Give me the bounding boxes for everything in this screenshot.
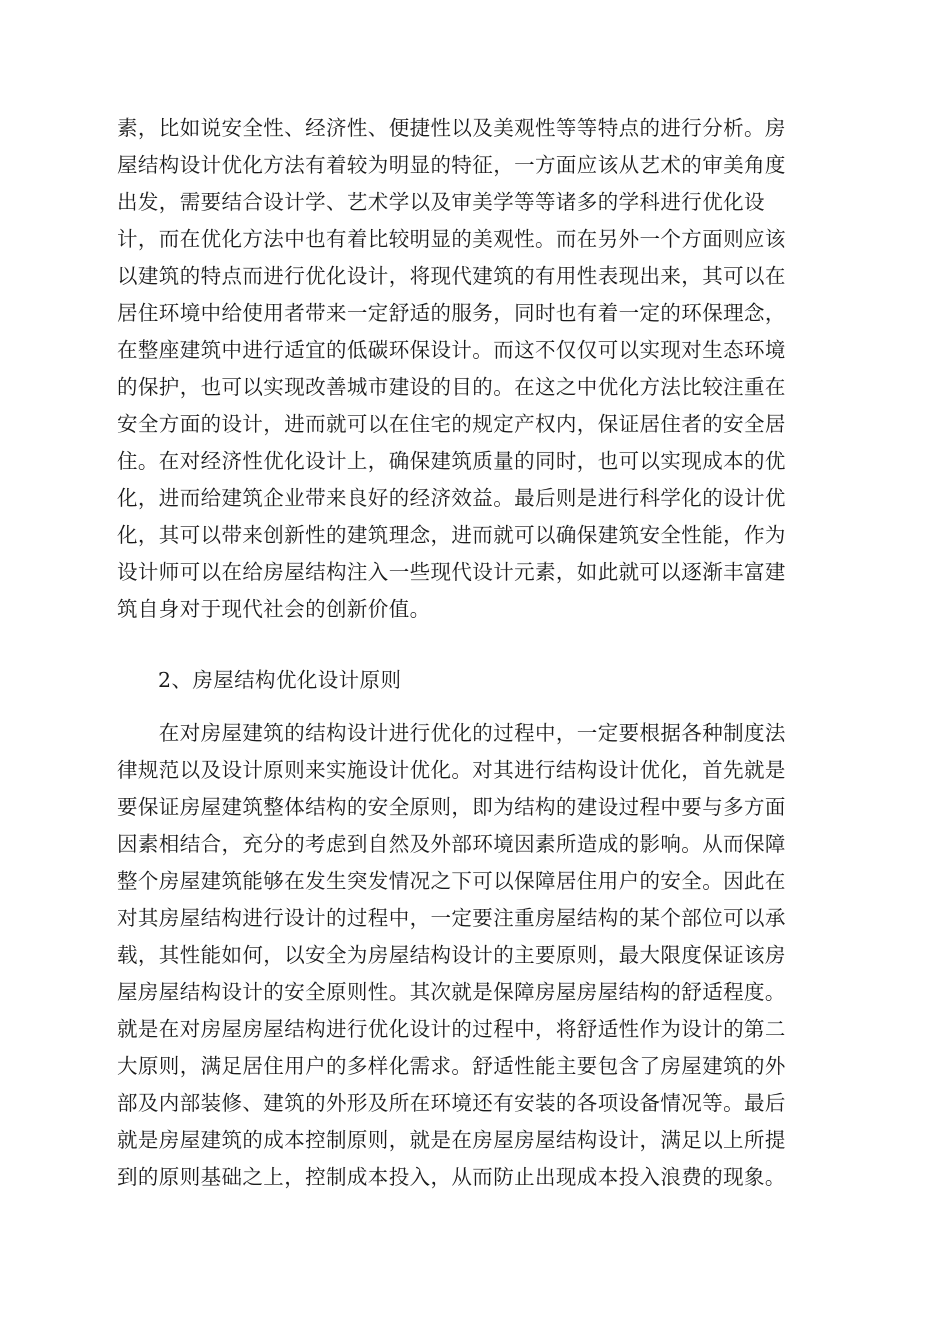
paragraph-line: 出发，需要结合设计学、艺术学以及审美学等等诸多的学科进行优化设 [117, 190, 765, 214]
paragraph-1 [117, 110, 832, 628]
paragraph-line: 就是房屋建筑的成本控制原则，就是在房屋房屋结构设计，满足以上所提 [117, 1128, 786, 1152]
paragraph-line: 的保护，也可以实现改善城市建设的目的。在这之中优化方法比较注重在 [117, 375, 786, 399]
paragraph-line: 律规范以及设计原则来实施设计优化。对其进行结构设计优化，首先就是 [117, 758, 786, 782]
paragraph-line: 在对房屋建筑的结构设计进行优化的过程中，一定要根据各种制度法 [117, 721, 786, 745]
section-heading-text: 2、房屋结构优化设计原则 [158, 668, 402, 692]
paragraph-line: 大原则，满足居住用户的多样化需求。舒适性能主要包含了房屋建筑的外 [117, 1054, 786, 1078]
paragraph-line: 化，进而给建筑企业带来良好的经济效益。最后则是进行科学化的设计优 [117, 486, 786, 510]
paragraph-line: 载，其性能如何，以安全为房屋结构设计的主要原则，最大限度保证该房 [117, 943, 786, 967]
paragraph-line: 部及内部装修、建筑的外形及所在环境还有安装的各项设备情况等。最后 [117, 1091, 786, 1115]
section-heading [158, 662, 873, 699]
paragraph-line: 屋房屋结构设计的安全原则性。其次就是保障房屋房屋结构的舒适程度。 [117, 980, 786, 1004]
paragraph-line: 筑自身对于现代社会的创新价值。 [117, 597, 431, 621]
paragraph-line: 屋结构设计优化方法有着较为明显的特征，一方面应该从艺术的审美角度 [117, 153, 786, 177]
paragraph-line: 设计师可以在给房屋结构注入一些现代设计元素，如此就可以逐渐丰富建 [117, 560, 786, 584]
paragraph-line: 要保证房屋建筑整体结构的安全原则，即为结构的建设过程中要与多方面 [117, 795, 786, 819]
paragraph-2 [117, 715, 832, 1196]
paragraph-line: 化，其可以带来创新性的建筑理念，进而就可以确保建筑安全性能，作为 [117, 523, 786, 547]
paragraph-line: 到的原则基础之上，控制成本投入，从而防止出现成本投入浪费的现象。 [117, 1165, 786, 1189]
paragraph-line: 以建筑的特点而进行优化设计，将现代建筑的有用性表现出来，其可以在 [117, 264, 786, 288]
paragraph-line: 计，而在优化方法中也有着比较明显的美观性。而在另外一个方面则应该 [117, 227, 786, 251]
paragraph-line: 在整座建筑中进行适宜的低碳环保设计。而这不仅仅可以实现对生态环境 [117, 338, 786, 362]
paragraph-line: 住。在对经济性优化设计上，确保建筑质量的同时，也可以实现成本的优 [117, 449, 786, 473]
paragraph-line: 安全方面的设计，进而就可以在住宅的规定产权内，保证居住者的安全居 [117, 412, 786, 436]
paragraph-line: 居住环境中给使用者带来一定舒适的服务，同时也有着一定的环保理念， [117, 301, 786, 325]
paragraph-line: 就是在对房屋房屋结构进行优化设计的过程中，将舒适性作为设计的第二 [117, 1017, 786, 1041]
paragraph-line: 素，比如说安全性、经济性、便捷性以及美观性等等特点的进行分析。房 [117, 116, 786, 140]
paragraph-line: 因素相结合，充分的考虑到自然及外部环境因素所造成的影响。从而保障 [117, 832, 786, 856]
paragraph-line: 整个房屋建筑能够在发生突发情况之下可以保障居住用户的安全。因此在 [117, 869, 786, 893]
paragraph-line: 对其房屋结构进行设计的过程中，一定要注重房屋结构的某个部位可以承 [117, 906, 786, 930]
